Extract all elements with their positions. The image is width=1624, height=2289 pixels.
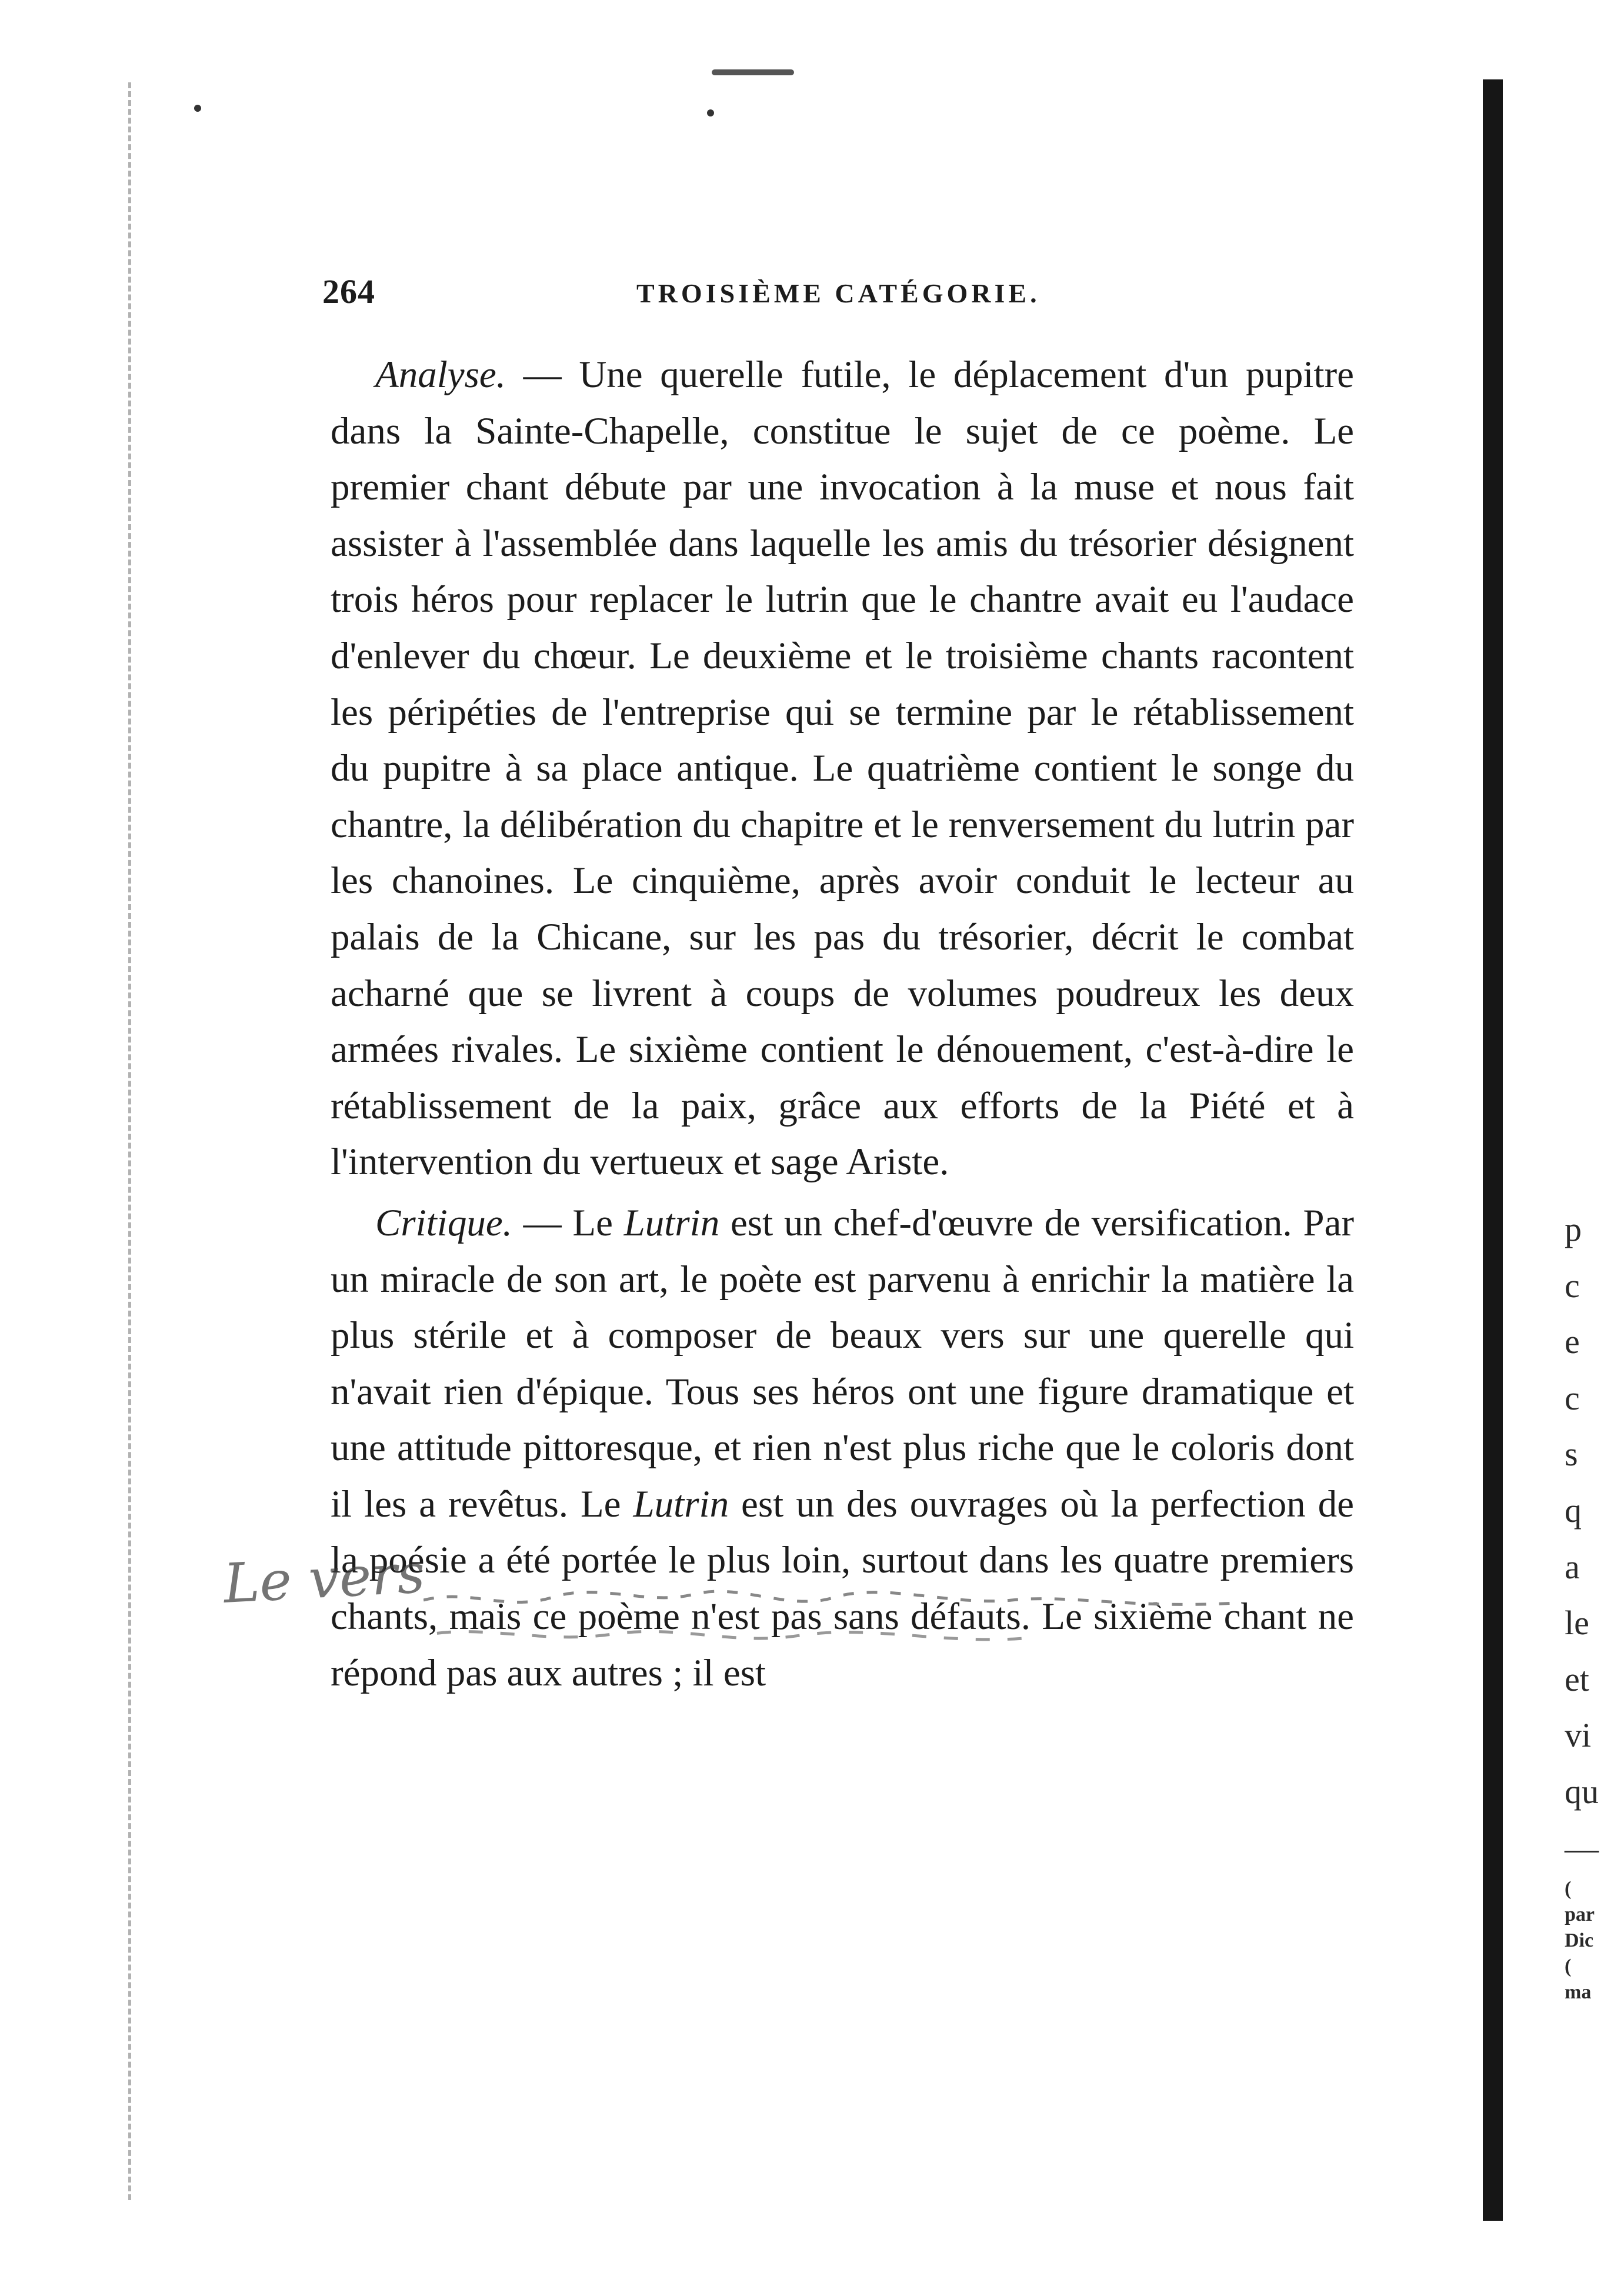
margin-fragment: p: [1565, 1210, 1582, 1248]
paragraph-analyse: [331, 347, 1354, 1191]
margin-fragment: (: [1565, 1878, 1572, 1900]
scan-dot: [194, 105, 201, 112]
handwritten-annotation: Le vers: [222, 1542, 426, 1615]
paragraph-lead: Critique.: [375, 1201, 512, 1244]
page-number: 264: [322, 272, 375, 311]
margin-fragment: c: [1565, 1378, 1580, 1417]
margin-fragment: s: [1565, 1435, 1578, 1474]
margin-fragment: le: [1565, 1604, 1589, 1642]
margin-fragment: a: [1565, 1547, 1580, 1586]
margin-fragment: par: [1565, 1904, 1595, 1926]
paragraph-body: — Le: [512, 1201, 624, 1244]
scan-dot: [707, 109, 714, 116]
paragraph-body: — Une querelle futile, le déplacement d'un pupitre dans la Sainte-Chapelle, constitue le sujet de ce poème. Le premier chant débute par une invocation à la muse et nous fait assister à l'assemblée dans laquelle les amis du trésorier désignent trois héros pour replacer le lutrin que le chantre avait eu l'audace d'enlever du chœur. Le deuxième et le troisième chants racontent les péripéties de l'entreprise qui se termine par le rétablissement du pupitre à sa place antique. Le quatrième contient le songe du chantre, la délibération du chapitre et le renversement du lutrin par les chanoines. Le cinquième, après avoir conduit le lecteur au palais de la Chicane, sur les pas du trésorier, décrit le combat acharné que se livrent à coups de volumes poudreux les deux armées rivales. Le sixième contient le dénouement, c'est-à-dire le rétablissement de la paix, grâce aux efforts de la Piété et à l'intervention du vertueux et sage Ariste.: [331, 354, 1354, 1184]
paragraph-body: est un des ouvrages où la perfection de la poésie a été portée le plus loin, surtout dans les quatre premiers chants, mais ce poème n'est pas sans défauts. Le sixième chant ne répond pas aux autres ; il est: [331, 1482, 1354, 1694]
margin-fragment: et: [1565, 1660, 1589, 1698]
work-title: Lutrin: [633, 1482, 729, 1525]
margin-fragment: q: [1565, 1491, 1582, 1530]
margin-fragment: Dic: [1565, 1930, 1594, 1952]
margin-fragment: c: [1565, 1266, 1580, 1305]
margin-fragment: ma: [1565, 1981, 1592, 2004]
running-head: TROISIÈME CATÉGORIE.: [636, 278, 1041, 308]
binding-shadow-bar: [1483, 79, 1503, 2221]
page-edge-shadow: [128, 82, 131, 2200]
work-title: Lutrin: [623, 1201, 720, 1244]
adjacent-page-fragments: [1565, 1201, 1618, 2005]
margin-fragment: (: [1565, 1955, 1572, 1978]
body-text: [331, 347, 1354, 1701]
margin-fragment: qu: [1565, 1772, 1599, 1811]
handwritten-scribble: [423, 1577, 1247, 1647]
margin-fragment: vi: [1565, 1716, 1592, 1755]
paragraph-body: est un chef-d'œuvre de versification. Par un miracle de son art, le poète est parvenu à enrichir la matière la plus stérile et à composer de beaux vers sur une querelle qui n'avait rien d'épique. Tous ses héros ont une figure dramatique et une attitude pittoresque, et rien n'est plus riche que le coloris dont il les a revêtus. Le: [331, 1201, 1354, 1525]
paragraph-lead: Analyse.: [375, 354, 506, 396]
margin-fragment: —: [1565, 1828, 1599, 1867]
margin-fragment: e: [1565, 1322, 1580, 1361]
scan-mark: [712, 69, 794, 75]
